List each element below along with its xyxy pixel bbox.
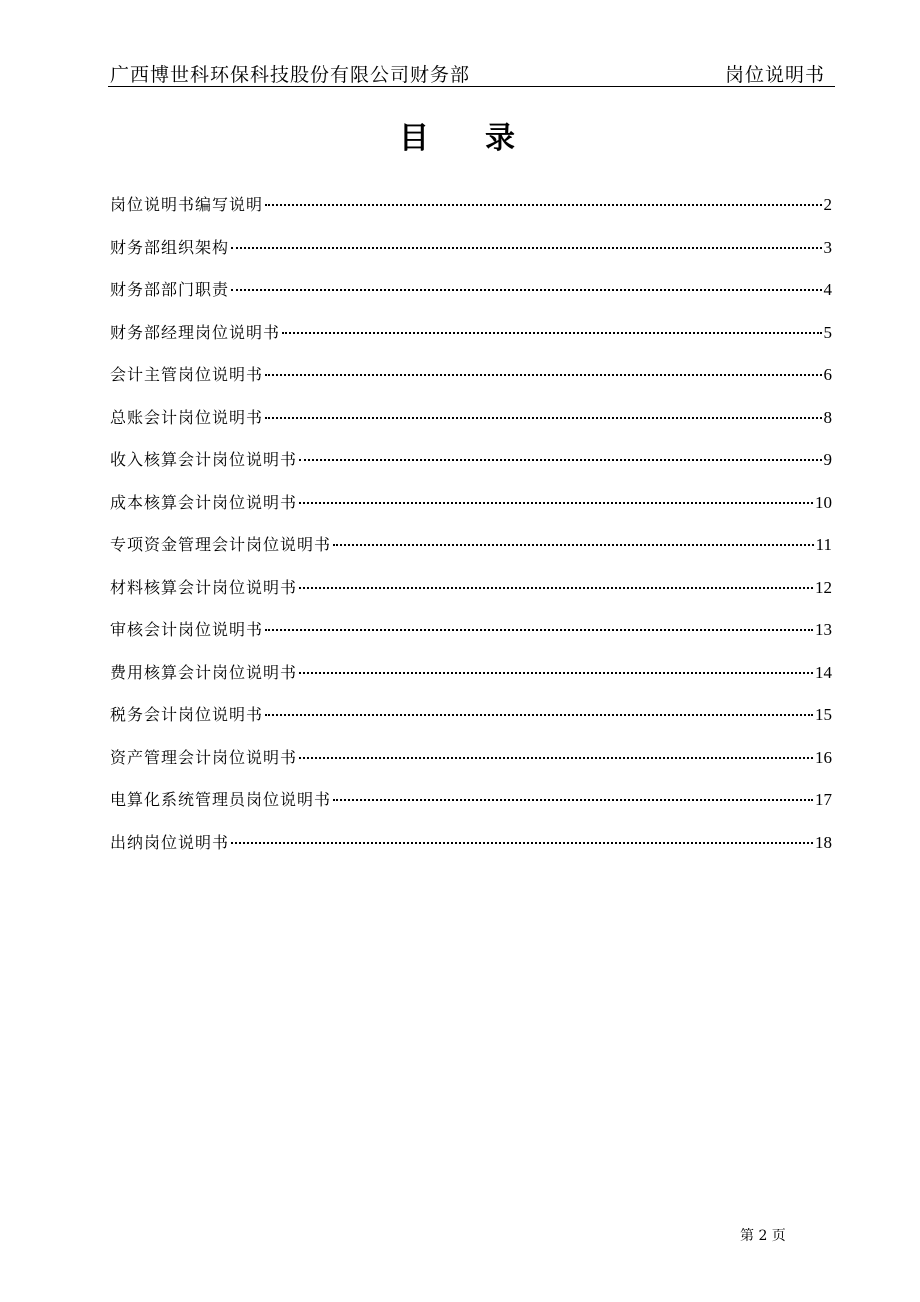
toc-entry-page: 17 [815,790,832,809]
toc-entry[interactable] [110,320,832,363]
toc-entry[interactable] [110,617,832,660]
toc-leader-dots [282,332,821,334]
toc-entry[interactable] [110,192,832,235]
toc-entry-page: 3 [823,237,832,257]
toc-entry[interactable] [110,362,832,405]
toc-leader-dots [299,757,813,759]
toc-entry-label: 总账会计岗位说明书 [110,407,264,427]
toc-entry[interactable] [110,702,832,745]
toc-entry-label: 费用核算会计岗位说明书 [110,662,298,682]
toc-leader-dots [299,587,813,589]
table-of-contents [110,192,832,872]
toc-entry-page: 8 [823,407,832,427]
toc-entry-label: 岗位说明书编写说明 [110,195,264,214]
toc-entry[interactable] [110,235,832,278]
toc-entry[interactable] [110,405,832,448]
toc-entry-label: 财务部经理岗位说明书 [110,322,281,342]
toc-entry-label: 专项资金管理会计岗位说明书 [110,535,332,554]
toc-entry-page: 12 [815,577,832,597]
toc-entry-page: 13 [815,620,832,639]
toc-leader-dots [265,374,821,376]
toc-leader-dots [333,544,814,546]
page-title: 目录 [399,121,571,156]
toc-leader-dots [299,459,821,461]
toc-entry-page: 2 [823,195,832,214]
toc-entry-page: 18 [815,832,832,852]
toc-entry-page: 9 [823,450,832,469]
toc-leader-dots [299,672,813,674]
toc-entry[interactable] [110,787,832,830]
header-doc-type: 岗位说明书 [724,64,825,86]
toc-entry-label: 财务部部门职责 [110,280,230,299]
toc-entry[interactable] [110,660,832,703]
toc-leader-dots [265,204,821,206]
toc-leader-dots [265,714,813,716]
toc-entry-label: 财务部组织架构 [110,237,230,257]
toc-leader-dots [299,502,813,504]
toc-entry[interactable] [110,575,832,618]
toc-entry-label: 收入核算会计岗位说明书 [110,450,298,469]
header-company: 广西博世科环保科技股份有限公司财务部 [110,64,471,86]
toc-entry-page: 11 [815,535,832,554]
toc-entry-page: 15 [815,705,832,724]
toc-leader-dots [265,417,821,419]
toc-entry-label: 材料核算会计岗位说明书 [110,577,298,597]
toc-entry-label: 会计主管岗位说明书 [110,365,264,384]
toc-leader-dots [231,247,821,249]
toc-entry[interactable] [110,447,832,490]
toc-entry-page: 10 [815,492,832,512]
toc-entry[interactable] [110,490,832,533]
toc-entry-label: 审核会计岗位说明书 [110,620,264,639]
toc-entry[interactable] [110,745,832,788]
toc-entry-label: 税务会计岗位说明书 [110,705,264,724]
toc-entry[interactable] [110,532,832,575]
toc-entry-page: 14 [815,662,832,682]
toc-entry-label: 电算化系统管理员岗位说明书 [110,790,332,809]
toc-entry-page: 16 [815,747,832,767]
page-header [108,56,835,87]
toc-entry[interactable] [110,830,832,873]
toc-entry-label: 成本核算会计岗位说明书 [110,492,298,512]
toc-entry-page: 4 [823,280,832,299]
page-number-footer: 第 2 页 [740,1228,786,1244]
toc-entry-page: 5 [823,322,832,342]
toc-entry-page: 6 [823,365,832,384]
toc-leader-dots [231,842,813,844]
toc-entry-label: 出纳岗位说明书 [110,832,230,852]
toc-entry[interactable] [110,277,832,320]
toc-leader-dots [265,629,813,631]
toc-leader-dots [333,799,813,801]
toc-leader-dots [231,289,821,291]
toc-entry-label: 资产管理会计岗位说明书 [110,747,298,767]
